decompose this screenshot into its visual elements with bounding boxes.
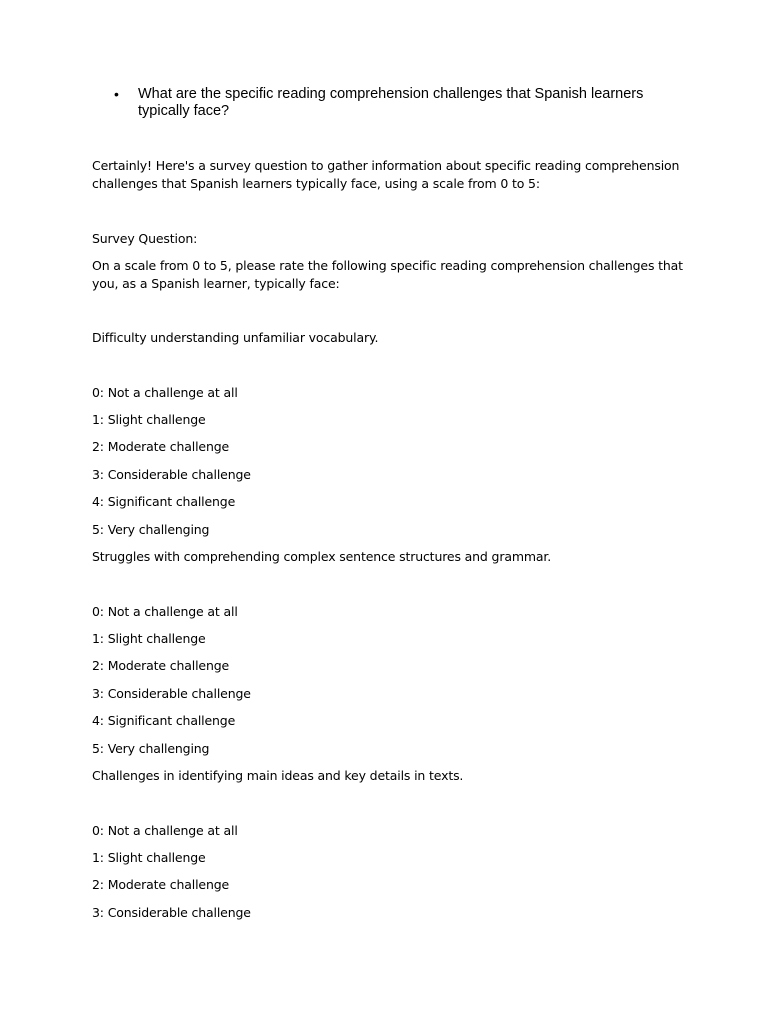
item-statement-1: Difficulty understanding unfamiliar vocabulary. [92, 330, 379, 345]
scale-option: 2: Moderate challenge [92, 658, 230, 673]
scale-option: 0: Not a challenge at all [92, 385, 238, 400]
scale-option: 3: Considerable challenge [92, 905, 251, 920]
scale-option: 5: Very challenging [92, 522, 210, 537]
intro-paragraph: Certainly! Here's a survey question to gather information about specific reading comprehension challenges that Spanish learners typically face, using a scale from 0 to 5: [92, 158, 680, 191]
bullet-dot: • [114, 86, 119, 102]
scale-option: 0: Not a challenge at all [92, 823, 238, 838]
bullet-question-text: What are the specific reading comprehension challenges that Spanish learners typically face? [138, 86, 644, 119]
item-statement-2: Struggles with comprehending complex sentence structures and grammar. [92, 549, 552, 564]
scale-option: 1: Slight challenge [92, 412, 206, 427]
scale-option: 4: Significant challenge [92, 494, 236, 509]
scale-option: 5: Very challenging [92, 741, 210, 756]
scale-option: 1: Slight challenge [92, 631, 206, 646]
scale-option: 4: Significant challenge [92, 713, 236, 728]
scale-option: 1: Slight challenge [92, 850, 206, 865]
scale-option: 2: Moderate challenge [92, 877, 230, 892]
instruction-paragraph: On a scale from 0 to 5, please rate the following specific reading comprehension challenges that you, as a Spanish learner, typically face: [92, 258, 683, 291]
scale-option: 0: Not a challenge at all [92, 604, 238, 619]
scale-option: 3: Considerable challenge [92, 686, 251, 701]
scale-option: 2: Moderate challenge [92, 439, 230, 454]
scale-option: 3: Considerable challenge [92, 467, 251, 482]
item-statement-3: Challenges in identifying main ideas and key details in texts. [92, 768, 464, 783]
survey-heading: Survey Question: [92, 231, 198, 246]
